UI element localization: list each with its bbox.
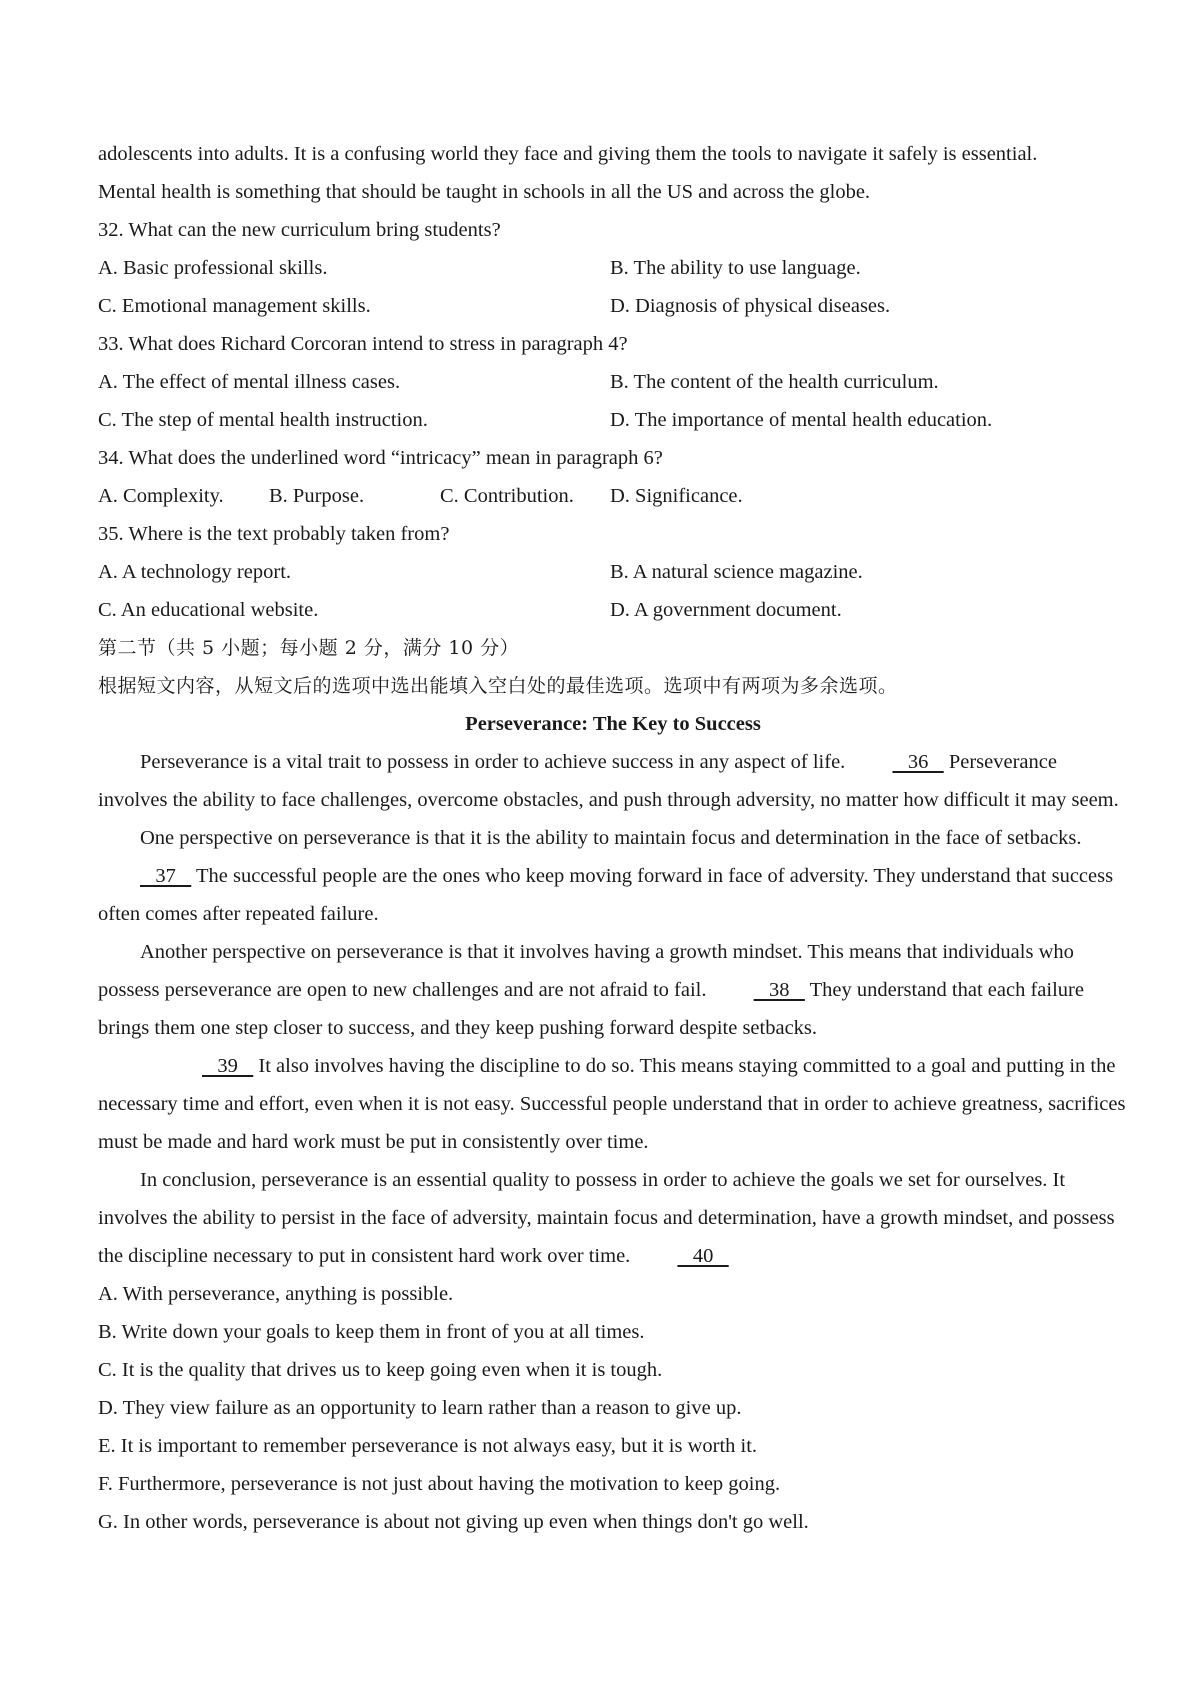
paragraph-1 [98, 743, 1128, 819]
option-a: A. Complexity. [98, 485, 224, 507]
blank-38[interactable]: 38 [753, 979, 805, 1001]
question-34-stem: 34. What does the underlined word “intricacy” mean in paragraph 6? [98, 447, 663, 469]
paragraph-text: It also involves having the discipline to do so. This means staying committed to a goal and putting in the necessary time and effort, even when it is not easy. Successful people understand that in order to achieve greatness, sacrifices must be made and hard work must be put in consistently over time. [98, 1055, 1126, 1153]
option-d: D. The importance of mental health education. [610, 409, 993, 431]
blank-40[interactable]: 40 [677, 1245, 729, 1267]
passage-continuation-line: adolescents into adults. It is a confusing world they face and giving them the tools to navigate it safely is essential. [98, 143, 1038, 165]
paragraph-3 [98, 933, 1128, 1047]
option-a: A. Basic professional skills. [98, 257, 328, 279]
choice-b: B. Write down your goals to keep them in front of you at all times. [98, 1321, 645, 1343]
paragraph-text: One perspective on perseverance is that it is the ability to maintain focus and determination in the face of setbacks. [140, 827, 1082, 849]
question-35-stem: 35. Where is the text probably taken from? [98, 523, 450, 545]
choice-e: E. It is important to remember perseverance is not always easy, but it is worth it. [98, 1435, 758, 1457]
passage-title: Perseverance: The Key to Success [465, 713, 761, 735]
choice-d: D. They view failure as an opportunity to learn rather than a reason to give up. [98, 1397, 742, 1419]
choice-a: A. With perseverance, anything is possible. [98, 1283, 454, 1305]
option-c: C. Emotional management skills. [98, 295, 371, 317]
choice-c: C. It is the quality that drives us to keep going even when it is tough. [98, 1359, 663, 1381]
paragraph-5 [98, 1161, 1128, 1275]
exam-page [98, 135, 1128, 1541]
option-b: B. The ability to use language. [610, 257, 861, 279]
option-b: B. The content of the health curriculum. [610, 371, 939, 393]
question-34-options-row [98, 477, 1128, 515]
option-d: D. Significance. [610, 485, 743, 507]
passage-body [98, 743, 1128, 1275]
blank-37[interactable]: 37 [140, 865, 192, 887]
paragraph-4 [98, 1047, 1128, 1161]
question-33-stem: 33. What does Richard Corcoran intend to stress in paragraph 4? [98, 333, 628, 355]
paragraph-2 [98, 819, 1128, 933]
choice-f: F. Furthermore, perseverance is not just about having the motivation to keep going. [98, 1473, 781, 1495]
section-heading: 第二节（共 5 小题；每小题 2 分，满分 10 分） [98, 637, 520, 659]
paragraph-text: Perseverance is a vital trait to possess in order to achieve success in any aspect of life. [140, 751, 851, 773]
paragraph-text: In conclusion, perseverance is an essential quality to possess in order to achieve the goals we set for ourselves. It involves the ability to persist in the face of adversity, maintain focus and determination, have a growth mindset, and possess the discipline necessary to put in consistent hard work over time. [98, 1169, 1115, 1267]
question-35-options-row [98, 553, 1128, 591]
question-32-stem: 32. What can the new curriculum bring students? [98, 219, 501, 241]
option-a: A. The effect of mental illness cases. [98, 371, 401, 393]
question-32-options-row [98, 287, 1128, 325]
option-d: D. A government document. [610, 599, 842, 621]
passage-continuation-line: Mental health is something that should be taught in schools in all the US and across the globe. [98, 181, 871, 203]
question-35-options-row [98, 591, 1128, 629]
blank-36[interactable]: 36 [892, 751, 944, 773]
paragraph-text: They understand that each failure brings them one step closer to success, and they keep pushing forward despite setbacks. [98, 979, 1084, 1039]
option-b: B. A natural science magazine. [610, 561, 863, 583]
paragraph-text: Another perspective on perseverance is that it involves having a growth mindset. This means that individuals who possess perseverance are open to new challenges and are not afraid to fail. [98, 941, 1074, 1001]
option-a: A. A technology report. [98, 561, 292, 583]
question-33-options-row [98, 401, 1128, 439]
option-b: B. Purpose. [269, 485, 365, 507]
section-instruction: 根据短文内容，从短文后的选项中选出能填入空白处的最佳选项。选项中有两项为多余选项。 [98, 675, 898, 697]
blank-39[interactable]: 39 [202, 1055, 254, 1077]
question-32-options-row [98, 249, 1128, 287]
question-33-options-row [98, 363, 1128, 401]
option-c: C. An educational website. [98, 599, 319, 621]
option-c: C. Contribution. [440, 485, 574, 507]
choice-g: G. In other words, perseverance is about not giving up even when things don't go well. [98, 1511, 809, 1533]
option-c: C. The step of mental health instruction. [98, 409, 428, 431]
paragraph-text: Perseverance involves the ability to face challenges, overcome obstacles, and push through adversity, no matter how difficult it may seem. [98, 751, 1119, 811]
paragraph-text: The successful people are the ones who keep moving forward in face of adversity. They understand that success often comes after repeated failure. [98, 865, 1114, 925]
option-d: D. Diagnosis of physical diseases. [610, 295, 891, 317]
